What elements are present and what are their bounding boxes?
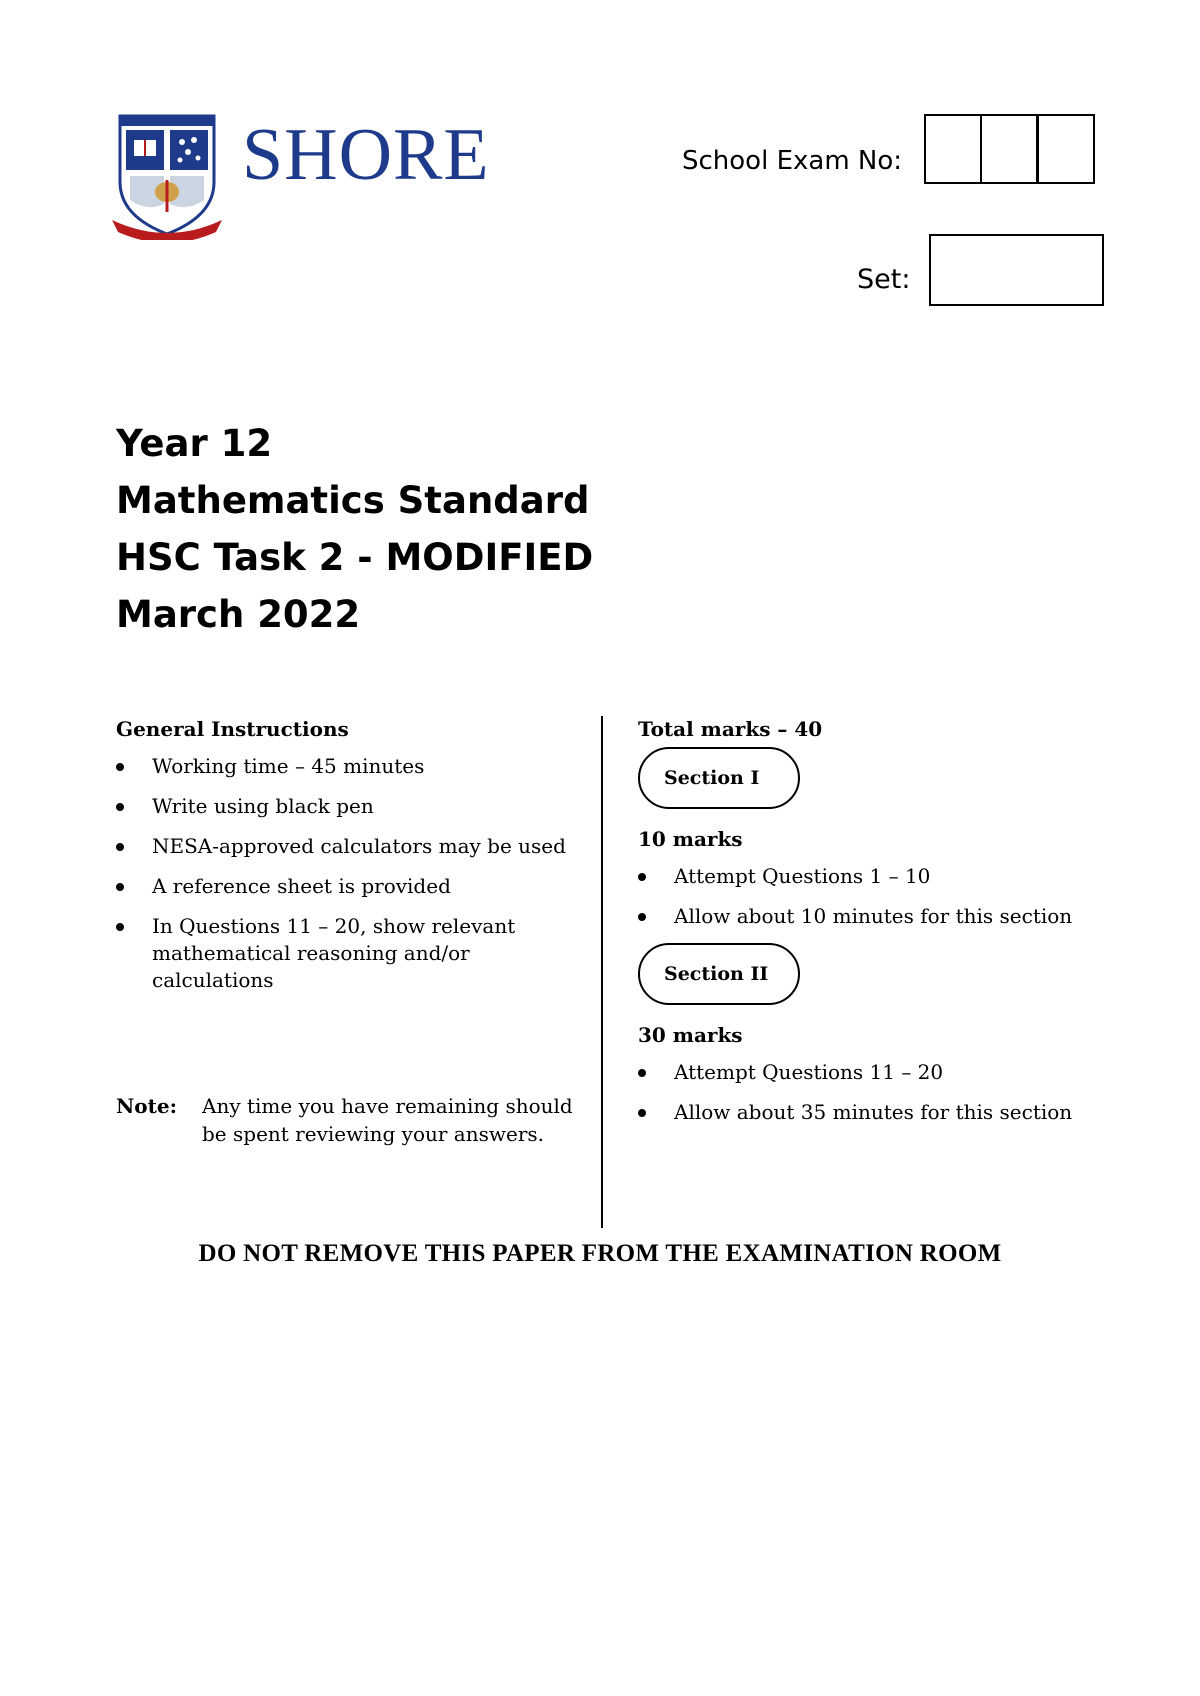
school-name: SHORE — [242, 114, 490, 196]
bullet-icon — [116, 923, 124, 931]
title-year: Year 12 — [116, 422, 273, 465]
marks-info — [638, 717, 1158, 1139]
instruction-item: Working time – 45 minutes — [116, 753, 576, 780]
total-marks: Total marks – 40 — [638, 717, 823, 741]
section-2-marks: 30 marks — [638, 1023, 743, 1047]
instruction-item: Write using black pen — [116, 793, 576, 820]
set-label: Set: — [857, 264, 911, 295]
section-2-badge: Section II — [638, 943, 800, 1005]
section-1-marks: 10 marks — [638, 827, 743, 851]
exam-no-box-2[interactable] — [980, 114, 1038, 184]
note-text: Any time you have remaining should be spent reviewing your answers. — [202, 1094, 573, 1146]
title-subject: Mathematics Standard — [116, 479, 590, 522]
instruction-item: A reference sheet is provided — [116, 873, 576, 900]
general-instructions-heading: General Instructions — [116, 717, 349, 741]
column-divider — [601, 716, 603, 1228]
bullet-icon — [638, 1069, 646, 1077]
section-2-item: Attempt Questions 11 – 20 — [638, 1059, 1158, 1086]
exam-title — [116, 415, 593, 643]
instruction-item: NESA-approved calculators may be used — [116, 833, 576, 860]
footer-warning: DO NOT REMOVE THIS PAPER FROM THE EXAMINATION ROOM — [198, 1240, 1002, 1267]
section-1-item: Allow about 10 minutes for this section — [638, 903, 1158, 930]
section-1-badge: Section I — [638, 747, 800, 809]
set-box[interactable] — [929, 234, 1104, 306]
bullet-icon — [638, 913, 646, 921]
bullet-icon — [116, 843, 124, 851]
bullet-icon — [116, 883, 124, 891]
title-date: March 2022 — [116, 593, 361, 636]
note — [116, 1092, 576, 1148]
bullet-icon — [638, 1109, 646, 1117]
instruction-item: In Questions 11 – 20, show relevant mathematical reasoning and/or calculations — [116, 913, 522, 994]
exam-no-box-1[interactable] — [924, 114, 982, 184]
exam-no-label: School Exam No: — [682, 146, 903, 176]
school-crest-logo — [112, 112, 222, 240]
title-task: HSC Task 2 - MODIFIED — [116, 536, 594, 579]
bullet-icon — [638, 873, 646, 881]
general-instructions — [116, 717, 576, 1007]
note-label: Note: — [116, 1094, 177, 1118]
exam-no-box-3[interactable] — [1037, 114, 1095, 184]
bullet-icon — [116, 763, 124, 771]
bullet-icon — [116, 803, 124, 811]
section-2-item: Allow about 35 minutes for this section — [638, 1099, 1158, 1126]
section-1-item: Attempt Questions 1 – 10 — [638, 863, 1158, 890]
